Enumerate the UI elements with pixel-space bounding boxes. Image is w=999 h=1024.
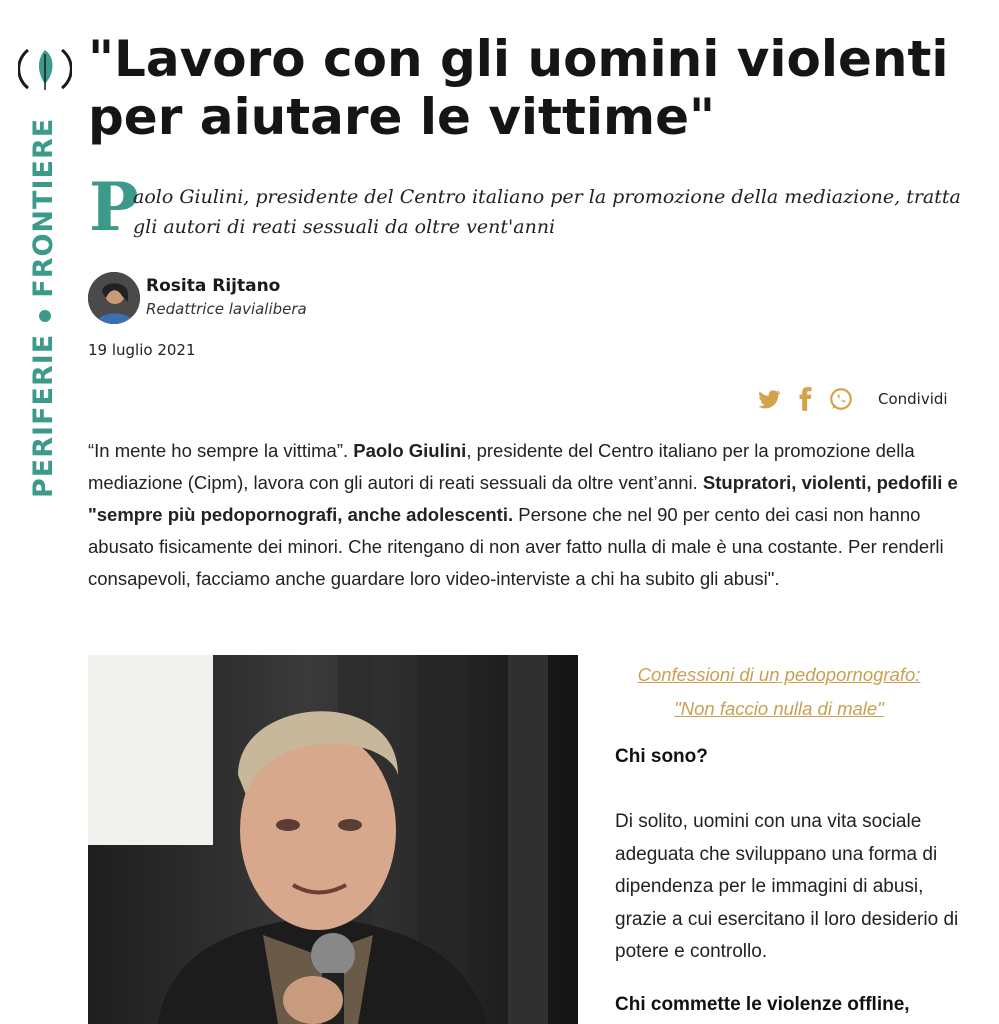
question-heading: Chi commette le violenze offline, xyxy=(615,994,910,1015)
facebook-icon[interactable] xyxy=(792,386,818,412)
author-avatar[interactable] xyxy=(88,272,140,324)
intro-bold-name: Paolo Giulini xyxy=(353,440,467,461)
article-title: "Lavoro con gli uomini violenti per aiutare le vittime" xyxy=(88,30,949,146)
section-label[interactable] xyxy=(28,118,59,498)
section-label-periferie: PERIFERIE xyxy=(28,333,59,498)
related-article-link[interactable] xyxy=(604,658,954,726)
section-label-frontiere: FRONTIERE xyxy=(28,117,59,298)
twitter-icon[interactable] xyxy=(756,386,782,412)
intro-bold-quote: Stupratori, violenti, pedofili e "sempre più pedopornografi, anche adolescenti. xyxy=(88,472,958,525)
whatsapp-icon[interactable] xyxy=(828,386,854,412)
section-label-dot xyxy=(39,310,51,322)
answer-paragraph: Di solito, uomini con una vita sociale adeguata che sviluppano una forma di dipendenza per le immagini di abusi, grazie a cui esercitano il loro desiderio di potere e controllo. xyxy=(615,811,959,962)
subtitle-dropcap: P xyxy=(89,168,139,246)
question-heading: Chi sono? xyxy=(615,746,708,767)
author-role: Redattrice lavialibera xyxy=(146,300,307,318)
share-label[interactable]: Condividi xyxy=(878,390,948,408)
article-intro-paragraph xyxy=(88,435,958,595)
related-link-line1[interactable]: Confessioni di un pedopornografo: xyxy=(637,664,921,685)
intro-text-3: Persone che nel 90 per cento dei casi non hanno abusato fisicamente dei minori. Che ritengano di non aver fatto nulla di male è una costante. Per renderli consapevoli, facciamo anche guardare loro video-interviste a chi ha subito gli abusi". xyxy=(88,504,944,589)
article-subtitle: aolo Giulini, presidente del Centro italiano per la promozione della mediazione, tratta gli autori di reati sessuali da oltre vent'anni xyxy=(133,186,961,238)
lavialibera-logo[interactable] xyxy=(18,42,72,96)
author-name[interactable]: Rosita Rijtano xyxy=(146,276,281,296)
article-photo xyxy=(88,655,578,1024)
intro-text-2: , presidente del Centro italiano per la promozione della mediazione (Cipm), lavora con gli autori di reati sessuali da oltre vent’anni. xyxy=(88,440,915,493)
intro-text-1: “In mente ho sempre la vittima”. xyxy=(88,440,354,461)
publish-date: 19 luglio 2021 xyxy=(88,341,196,359)
related-link-line2[interactable]: "Non faccio nulla di male" xyxy=(674,698,884,719)
share-bar xyxy=(756,384,948,414)
